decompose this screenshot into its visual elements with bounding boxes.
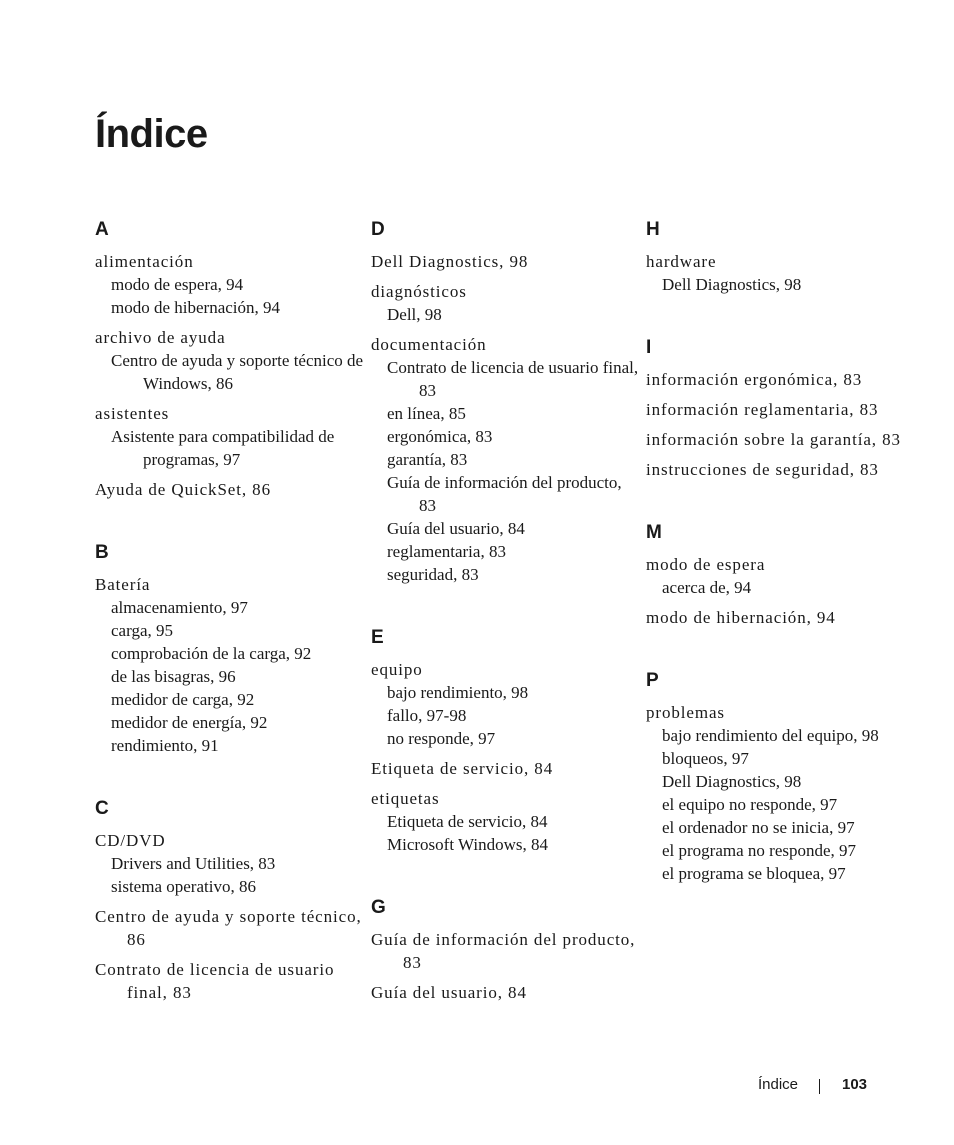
index-section	[646, 218, 916, 296]
index-term: información sobre la garantía, 83	[646, 430, 901, 449]
index-section	[371, 626, 641, 856]
index-subterm: modo de hibernación, 94	[111, 298, 281, 317]
index-term: diagnósticos	[371, 282, 467, 301]
index-term: modo de hibernación, 94	[646, 608, 836, 627]
index-section	[95, 541, 365, 757]
index-entry	[371, 928, 641, 974]
index-section	[371, 896, 641, 1004]
section-letter: C	[95, 798, 109, 819]
index-term: Etiqueta de servicio, 84	[371, 759, 554, 778]
index-subterm: carga, 95	[111, 621, 173, 640]
index-term: Batería	[95, 575, 151, 594]
section-letter: M	[646, 522, 662, 543]
index-entry	[646, 428, 916, 451]
index-subterm: fallo, 97-98	[387, 706, 467, 725]
index-subterm: Guía de información del producto, 83	[387, 473, 622, 515]
index-entry	[646, 606, 916, 629]
index-term: equipo	[371, 660, 423, 679]
index-subterm: el equipo no responde, 97	[662, 795, 838, 814]
index-entry	[95, 573, 365, 757]
index-section	[95, 218, 365, 501]
section-letter: H	[646, 219, 660, 240]
section-letter: P	[646, 670, 659, 691]
index-entry	[371, 658, 641, 750]
page-title: Índice	[95, 112, 208, 156]
section-letter: G	[371, 897, 386, 918]
index-subterm: Contrato de licencia de usuario final, 83	[387, 358, 639, 400]
index-entry	[646, 701, 916, 885]
index-subterm: Dell Diagnostics, 98	[662, 275, 802, 294]
index-subterm: sistema operativo, 86	[111, 877, 256, 896]
index-entry	[646, 458, 916, 481]
index-section	[371, 218, 641, 586]
index-entry	[95, 250, 365, 319]
index-subterm: modo de espera, 94	[111, 275, 244, 294]
index-term: problemas	[646, 703, 725, 722]
index-subterm: Drivers and Utilities, 83	[111, 854, 276, 873]
index-term: alimentación	[95, 252, 194, 271]
footer-section-label: Índice	[758, 1076, 799, 1093]
index-column-2	[371, 218, 641, 1044]
index-entry	[371, 280, 641, 326]
index-entry	[371, 787, 641, 856]
section-letter: D	[371, 219, 385, 240]
index-term: Guía del usuario, 84	[371, 983, 527, 1002]
index-term: hardware	[646, 252, 717, 271]
index-subterm: en línea, 85	[387, 404, 466, 423]
index-section	[646, 669, 916, 885]
index-subterm: medidor de energía, 92	[111, 713, 268, 732]
index-subterm: Etiqueta de servicio, 84	[387, 812, 548, 831]
index-term: Centro de ayuda y soporte técnico, 86	[95, 907, 362, 949]
index-entry	[646, 368, 916, 391]
section-letter: I	[646, 337, 652, 358]
index-section	[95, 797, 365, 1004]
index-entry	[371, 757, 641, 780]
index-subterm: Centro de ayuda y soporte técnico de Windows, 86	[111, 351, 364, 393]
index-subterm: bloqueos, 97	[662, 749, 749, 768]
index-subterm: almacenamiento, 97	[111, 598, 248, 617]
index-subterm: Dell Diagnostics, 98	[662, 772, 802, 791]
page-footer	[0, 1076, 954, 1098]
index-term: Contrato de licencia de usuario final, 83	[95, 960, 335, 1002]
section-letter: A	[95, 219, 109, 240]
index-entry	[95, 958, 365, 1004]
index-subterm: comprobación de la carga, 92	[111, 644, 312, 663]
index-subterm: garantía, 83	[387, 450, 468, 469]
index-entry	[371, 981, 641, 1004]
section-letter: B	[95, 542, 109, 563]
index-subterm: reglamentaria, 83	[387, 542, 506, 561]
index-subterm: el programa no responde, 97	[662, 841, 857, 860]
index-subterm: medidor de carga, 92	[111, 690, 255, 709]
index-entry	[371, 333, 641, 586]
index-term: Ayuda de QuickSet, 86	[95, 480, 271, 499]
index-term: asistentes	[95, 404, 170, 423]
index-subterm: no responde, 97	[387, 729, 496, 748]
index-term: CD/DVD	[95, 831, 166, 850]
index-term: etiquetas	[371, 789, 440, 808]
index-term: Guía de información del producto, 83	[371, 930, 636, 972]
index-entry	[95, 905, 365, 951]
index-subterm: Microsoft Windows, 84	[387, 835, 548, 854]
index-entry	[95, 402, 365, 471]
index-section	[646, 521, 916, 629]
index-subterm: el programa se bloquea, 97	[662, 864, 846, 883]
index-term: información ergonómica, 83	[646, 370, 863, 389]
index-term: documentación	[371, 335, 487, 354]
index-entry	[646, 553, 916, 599]
index-term: archivo de ayuda	[95, 328, 226, 347]
index-subterm: ergonómica, 83	[387, 427, 493, 446]
index-subterm: rendimiento, 91	[111, 736, 219, 755]
index-subterm: seguridad, 83	[387, 565, 479, 584]
index-subterm: el ordenador no se inicia, 97	[662, 818, 855, 837]
index-section	[646, 336, 916, 481]
index-term: modo de espera	[646, 555, 766, 574]
index-subterm: Asistente para compatibilidad de programas, 97	[111, 427, 335, 469]
index-entry	[371, 250, 641, 273]
page-number: 103	[842, 1076, 868, 1093]
index-entry	[646, 398, 916, 421]
index-entry	[646, 250, 916, 296]
index-subterm: Dell, 98	[387, 305, 442, 324]
index-term: Dell Diagnostics, 98	[371, 252, 529, 271]
index-subterm: acerca de, 94	[662, 578, 752, 597]
index-subterm: Guía del usuario, 84	[387, 519, 525, 538]
index-entry	[95, 829, 365, 898]
index-term: instrucciones de seguridad, 83	[646, 460, 879, 479]
section-letter: E	[371, 627, 384, 648]
index-subterm: bajo rendimiento del equipo, 98	[662, 726, 879, 745]
footer-divider	[819, 1079, 820, 1094]
index-column-3	[646, 218, 916, 925]
index-subterm: de las bisagras, 96	[111, 667, 236, 686]
index-column-1	[95, 218, 365, 1044]
index-entry	[95, 326, 365, 395]
index-subterm: bajo rendimiento, 98	[387, 683, 529, 702]
index-entry	[95, 478, 365, 501]
index-term: información reglamentaria, 83	[646, 400, 879, 419]
